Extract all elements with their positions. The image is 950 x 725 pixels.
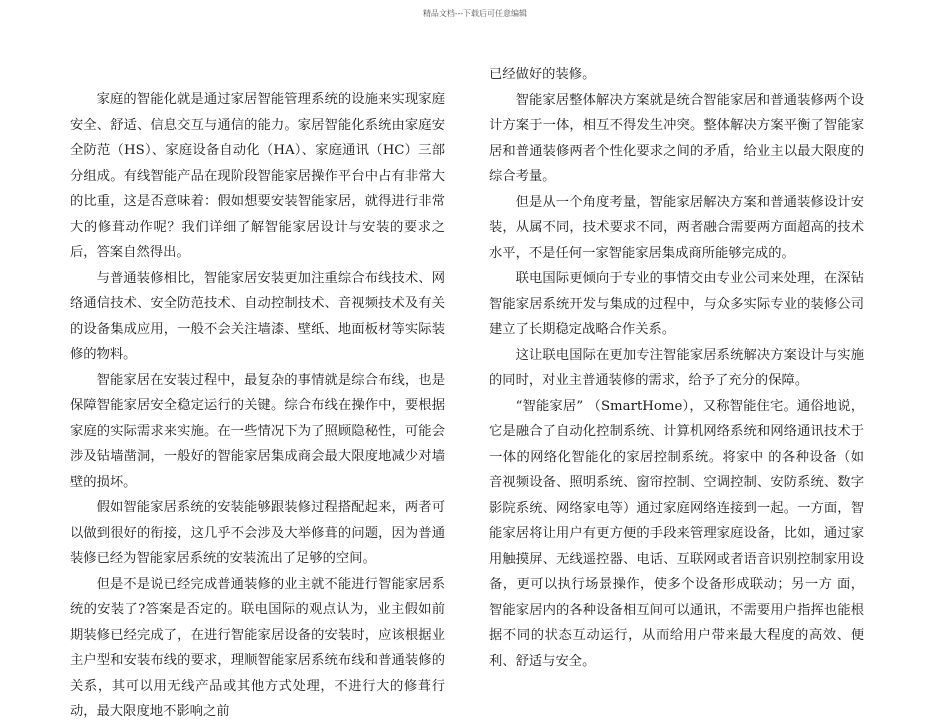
left-column — [70, 62, 445, 725]
paragraph: 但是从一个角度考量，智能家居解决方案和普通装修设计安装，从属不同，技术要求不同，两者融合需要两方面超高的技术水平，不是任何一家智能家居集成商所能够完成的。 — [489, 194, 864, 261]
paragraph: 家庭的智能化就是通过家居智能管理系统的设施来实现家庭安全、舒适、信息交互与通信的能力。家居智能化系统由家庭安全防范（HS）、家庭设备自动化（HA）、家庭通讯（HC）三部分组成。有线智能产品在现阶段智能家居操作平台中占有非常大的比重，这是否意味着：假如想要安装智能家居，就得进行非常大的修葺动作呢？我们详细了解智能家居设计与安装的要求之后，答案自然得出。 — [70, 92, 445, 260]
paragraph: “智能家居” （SmartHome），又称智能住宅。通俗地说，它是融合了自动化控制系统、计算机网络系统和网络通讯技术于一体的网络化智能化的家居控制系统。将家中 的各种设备（如音视频设备、照明系统、窗帘控制、空调控制、安防系统、数字影院系统、网络家电等）通过家庭网络连接到一起。一方面，智能家居将让用户有更方便的手段来管理家庭设备，比如，通过家用触摸屏、无线遥控器、电话、互联网或者语音识别控制家用设备，更可以执行场景操作，使多个设备形成联动；另一方 面，智能家居内的各种设备相互间可以通讯，不需要用户指挥也能根据不同的状态互动运行，从而给用户带来最大程度的高效、便利、舒适与安全。 — [489, 398, 864, 669]
paragraph: 智能家居在安装过程中，最复杂的事情就是综合布线，也是保障智能家居安全稳定运行的关键。综合布线在操作中，要根据家庭的实际需求来实施。在一些情况下为了照顾隐秘性，可能会涉及钻墙凿洞，一般好的智能家居集成商会最大限度地减少对墙壁的损坏。 — [70, 372, 445, 490]
paragraph: 假如智能家居系统的安装能够跟装修过程搭配起来，两者可以做到很好的衔接，这几乎不会涉及大举修葺的问题，因为普通装修已经为智能家居系统的安装流出了足够的空间。 — [70, 500, 445, 566]
right-column — [489, 62, 864, 674]
paragraph: 但是不是说已经完成普通装修的业主就不能进行智能家居系统的安装了?答案是否定的。联电国际的观点认为，业主假如前期装修已经完成了，在进行智能家居设备的安装时，应该根据业主户型和安装布线的要求，理顺智能家居系统布线和普通装修的关系，其可以用无线产品或其他方式处理，不进行大的修葺行动，最大限度地不影响之前 — [70, 576, 445, 719]
page-header: 精品文档---下载后可任意编辑 — [422, 9, 528, 18]
paragraph: 这让联电国际在更加专注智能家居系统解决方案设计与实施的同时，对业主普通装修的需求，给予了充分的保障。 — [489, 347, 864, 388]
paragraph: 与普通装修相比，智能家居安装更加注重综合布线技术、网络通信技术、安全防范技术、自动控制技术、音视频技术及有关的设备集成应用，一般不会关注墙漆、壁纸、地面板材等实际装修的物料。 — [70, 270, 445, 362]
paragraph: 智能家居整体解决方案就是统合智能家居和普通装修两个设计方案于一体，相互不得发生冲突。整体解决方案平衡了智能家居和普通装修两者个性化要求之间的矛盾，给业主以最大限度的综合考量。 — [489, 92, 864, 184]
paragraph: 已经做好的装修。 — [489, 67, 596, 82]
paragraph: 联电国际更倾向于专业的事情交由专业公司来处理，在深钻智能家居系统开发与集成的过程中，与众多实际专业的装修公司建立了长期稳定战略合作关系。 — [489, 271, 864, 337]
